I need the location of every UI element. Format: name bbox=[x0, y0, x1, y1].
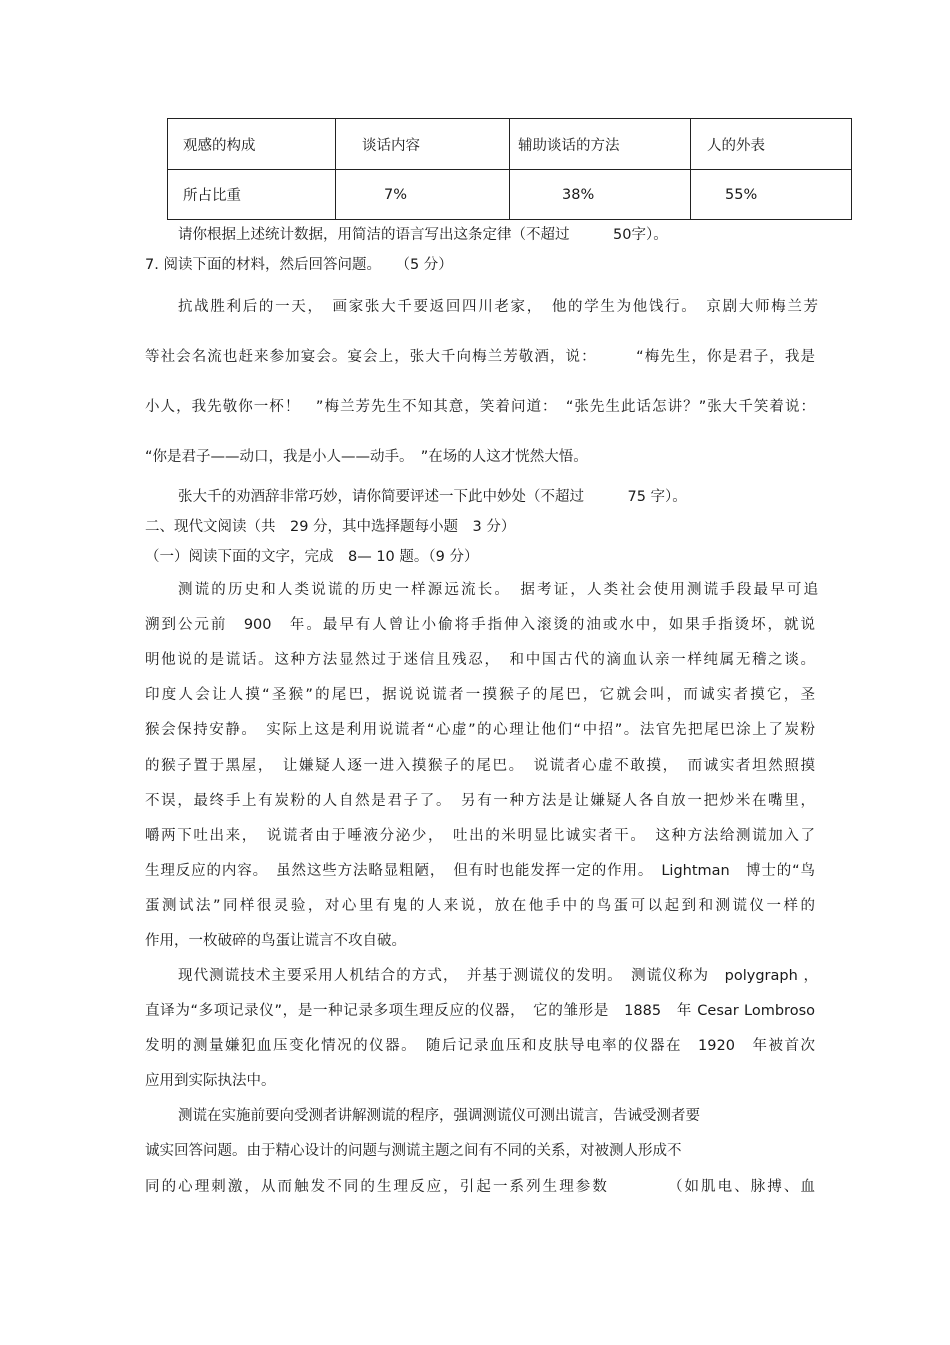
text-line: 应用到实际执法中。 bbox=[145, 1073, 276, 1089]
table-header-row bbox=[168, 119, 852, 170]
section-heading: 二、现代文阅读（共 29 分，其中选择题每小题 3 分） bbox=[145, 519, 516, 535]
text-line: 同的心理刺激，从而触发不同的生理反应，引起一系列生理参数 （如肌电、脉搏、血 bbox=[145, 1179, 815, 1195]
text-line: 作用，一枚破碎的鸟蛋让谎言不攻自破。 bbox=[145, 933, 406, 949]
text-line: 抗战胜利后的一天， 画家张大千要返回四川老家， 他的学生为他饯行。 京剧大师梅兰芳 bbox=[178, 299, 818, 315]
table-cell: 55% bbox=[691, 170, 852, 220]
text-line: 测谎的历史和人类说谎的历史一样源远流长。 据考证，人类社会使用测谎手段最早可追 bbox=[178, 582, 818, 598]
text-line: 猴会保持安静。 实际上这是利用说谎者“心虚”的心理让他们“中招”。法官先把尾巴涂上了炭粉 bbox=[145, 722, 815, 738]
text-line: 蛋测试法”同样很灵验，对心里有鬼的人来说，放在他手中的鸟蛋可以起到和测谎仪一样的 bbox=[145, 898, 815, 914]
text-line: 溯到公元前 900 年。最早有人曾让小偷将手指伸入滚烫的油或水中，如果手指烫坏，就说 bbox=[145, 617, 815, 633]
subsection-heading: （一）阅读下面的文字，完成 8— 10 题。（9 分） bbox=[145, 549, 479, 565]
text-line: 现代测谎技术主要采用人机结合的方式， 并基于测谎仪的发明。 测谎仪称为 polygraph ， bbox=[178, 968, 818, 984]
text-line: 等社会名流也赶来参加宴会。宴会上，张大千向梅兰芳敬酒，说： “梅先生，你是君子，我是 bbox=[145, 349, 815, 365]
table-header-cell: 谈话内容 bbox=[336, 119, 510, 170]
text-line: “你是君子——动口，我是小人——动手。 ”在场的人这才恍然大悟。 bbox=[145, 449, 588, 465]
table-cell: 7% bbox=[336, 170, 510, 220]
table-header-cell: 辅助谈话的方法 bbox=[510, 119, 691, 170]
question-prompt: 请你根据上述统计数据，用简洁的语言写出这条定律（不超过 50字）。 bbox=[178, 227, 668, 243]
impression-composition-table bbox=[167, 118, 852, 220]
table-header-cell: 观感的构成 bbox=[168, 119, 336, 170]
question-heading: 7. 阅读下面的材料，然后回答问题。 （5 分） bbox=[145, 257, 453, 273]
text-line: 发明的测量嫌犯血压变化情况的仪器。 随后记录血压和皮肤导电率的仪器在 1920 年被首次 bbox=[145, 1038, 815, 1054]
table-cell: 所占比重 bbox=[168, 170, 336, 220]
text-line: 的猴子置于黑屋， 让嫌疑人逐一进入摸猴子的尾巴。 说谎者心虚不敢摸， 而诚实者坦然照摸 bbox=[145, 758, 815, 774]
text-line: 明他说的是谎话。这种方法显然过于迷信且残忍， 和中国古代的滴血认亲一样纯属无稽之谈。 bbox=[145, 652, 815, 668]
text-line: 嚼两下吐出来， 说谎者由于唾液分泌少， 吐出的米明显比诚实者干。 这种方法给测谎加入了 bbox=[145, 828, 815, 844]
table-cell: 38% bbox=[510, 170, 691, 220]
text-line: 不误，最终手上有炭粉的人自然是君子了。 另有一种方法是让嫌疑人各自放一把炒米在嘴里， bbox=[145, 793, 815, 809]
text-line: 直译为“多项记录仪”，是一种记录多项生理反应的仪器， 它的雏形是 1885 年 Cesar Lombroso bbox=[145, 1003, 815, 1019]
question-prompt: 张大千的劝酒辞非常巧妙，请你简要评述一下此中妙处（不超过 75 字）。 bbox=[178, 489, 687, 505]
text-line: 印度人会让人摸“圣猴”的尾巴，据说说谎者一摸猴子的尾巴，它就会叫，而诚实者摸它，圣 bbox=[145, 687, 815, 703]
table-header-cell: 人的外表 bbox=[691, 119, 852, 170]
text-line: 诚实回答问题。由于精心设计的问题与测谎主题之间有不同的关系，对被测人形成不 bbox=[145, 1143, 682, 1159]
table-row bbox=[168, 170, 852, 220]
text-line: 小人，我先敬你一杯！ ”梅兰芳先生不知其意，笑着问道： “张先生此话怎讲？”张大千笑着说： bbox=[145, 399, 815, 415]
text-line: 生理反应的内容。 虽然这些方法略显粗陋， 但有时也能发挥一定的作用。 Lightman 博士的“鸟 bbox=[145, 863, 815, 879]
text-line: 测谎在实施前要向受测者讲解测谎的程序，强调测谎仪可测出谎言，告诫受测者要 bbox=[178, 1108, 700, 1124]
